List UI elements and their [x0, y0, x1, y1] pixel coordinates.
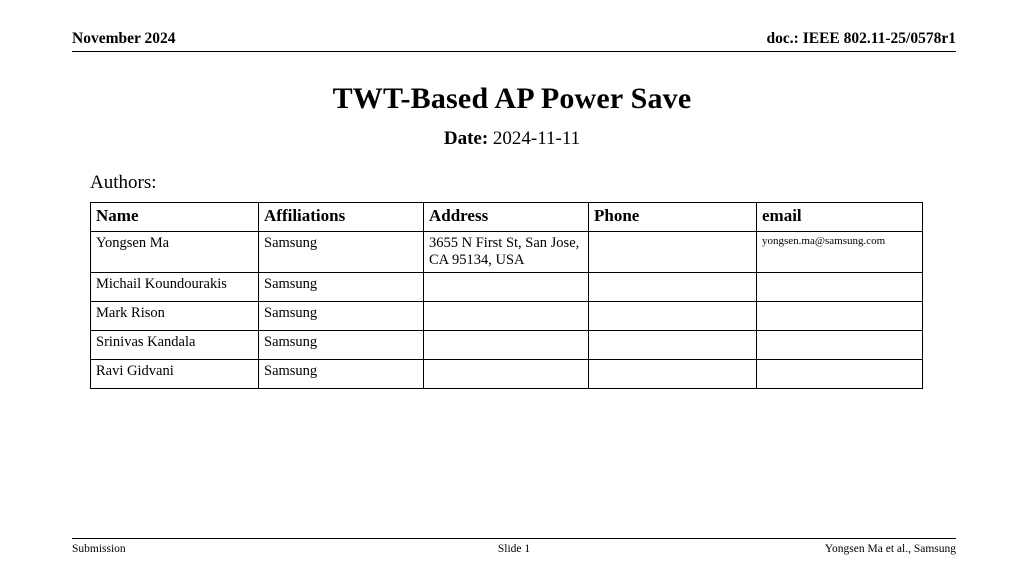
cell-affiliation: Samsung: [259, 331, 424, 360]
slide-header: [72, 30, 956, 52]
cell-name: Mark Rison: [91, 302, 259, 331]
cell-phone: [589, 360, 757, 389]
cell-email: [757, 273, 923, 302]
cell-address: [424, 360, 589, 389]
cell-phone: [589, 302, 757, 331]
date-label: Date:: [443, 128, 489, 149]
cell-affiliation: Samsung: [259, 273, 424, 302]
table-row: [91, 360, 923, 389]
cell-name: Ravi Gidvani: [91, 360, 259, 389]
cell-email: [757, 360, 923, 389]
cell-phone: [589, 331, 757, 360]
column-header-affiliations: Affiliations: [259, 203, 424, 232]
column-header-email: email: [757, 203, 923, 232]
footer-authors: Yongsen Ma et al., Samsung: [824, 543, 956, 555]
footer-slide-number: Slide 1: [497, 543, 531, 555]
cell-name: Michail Koundourakis: [91, 273, 259, 302]
table-row: [91, 273, 923, 302]
header-date: November 2024: [72, 30, 176, 47]
authors-table: [90, 202, 923, 389]
cell-name: Srinivas Kandala: [91, 331, 259, 360]
cell-affiliation: Samsung: [259, 302, 424, 331]
cell-affiliation: Samsung: [259, 232, 424, 273]
cell-phone: [589, 232, 757, 273]
cell-email: [757, 302, 923, 331]
table-row: [91, 232, 923, 273]
cell-address: [424, 273, 589, 302]
cell-email: yongsen.ma@samsung.com: [757, 232, 923, 273]
cell-phone: [589, 273, 757, 302]
page-title: TWT-Based AP Power Save: [332, 82, 692, 115]
cell-affiliation: Samsung: [259, 360, 424, 389]
header-doc-id: doc.: IEEE 802.11-25/0578r1: [766, 30, 956, 47]
cell-email: [757, 331, 923, 360]
cell-address: [424, 331, 589, 360]
table-row: [91, 331, 923, 360]
footer-submission: Submission: [72, 543, 126, 555]
column-header-address: Address: [424, 203, 589, 232]
slide-footer: [72, 538, 956, 555]
column-header-phone: Phone: [589, 203, 757, 232]
cell-address: 3655 N First St, San Jose, CA 95134, USA: [424, 232, 589, 273]
table-row: [91, 302, 923, 331]
cell-address: [424, 302, 589, 331]
date-value: 2024-11-11: [492, 128, 581, 149]
table-header-row: [91, 203, 923, 232]
authors-label: Authors:: [90, 172, 157, 193]
cell-name: Yongsen Ma: [91, 232, 259, 273]
date-line: [0, 128, 1024, 150]
column-header-name: Name: [91, 203, 259, 232]
